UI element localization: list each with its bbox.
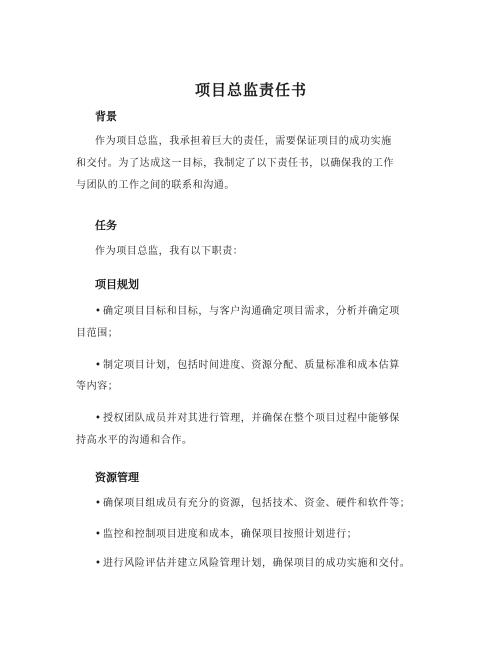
list-item: [95, 528, 357, 542]
section-heading-background: 背景: [95, 110, 117, 123]
bullet-icon: •: [95, 529, 102, 540]
list-item: [95, 557, 410, 571]
document-title: 项目总监责任书: [194, 81, 307, 99]
paragraph-line: 和交付。为了达成这一目标，我制定了以下责任书，以确保我的工作: [76, 158, 394, 169]
bullet-icon: •: [95, 498, 102, 509]
bullet-icon: •: [95, 306, 102, 317]
list-item-text: 确定项目目标和目标，与客户沟通确定项目需求，分析并确定项: [103, 306, 400, 317]
bullet-icon: •: [95, 413, 102, 424]
section-heading-planning: 项目规划: [95, 278, 139, 291]
bullet-icon: •: [95, 360, 102, 371]
list-item: [95, 412, 400, 426]
list-item-text: 授权团队成员并对其进行管理，并确保在整个项目过程中能够保: [103, 413, 400, 424]
paragraph-line: 作为项目总监，我有以下职责：: [95, 246, 244, 257]
paragraph-line: 与团队的工作之间的联系和沟通。: [76, 180, 235, 191]
list-item-continuation: 等内容；: [76, 381, 119, 392]
bullet-icon: •: [95, 558, 102, 569]
paragraph-line: 作为项目总监，我承担着巨大的责任，需要保证项目的成功实施: [95, 136, 392, 147]
list-item: [95, 497, 410, 511]
section-heading-tasks: 任务: [95, 219, 117, 232]
list-item-continuation: 目范围；: [76, 328, 119, 339]
list-item-text: 监控和控制项目进度和成本，确保项目按照计划进行；: [103, 529, 358, 540]
list-item-continuation: 持高水平的沟通和合作。: [76, 435, 193, 446]
section-heading-resources: 资源管理: [95, 471, 139, 484]
list-item-text: 确保项目组成员有充分的资源，包括技术、资金、硬件和软件等；: [103, 498, 411, 509]
list-item: [95, 305, 400, 319]
list-item-text: 制定项目计划，包括时间进度、资源分配、质量标准和成本估算: [103, 360, 400, 371]
list-item-text: 进行风险评估并建立风险管理计划，确保项目的成功实施和交付。: [103, 558, 411, 569]
list-item: [95, 359, 400, 373]
